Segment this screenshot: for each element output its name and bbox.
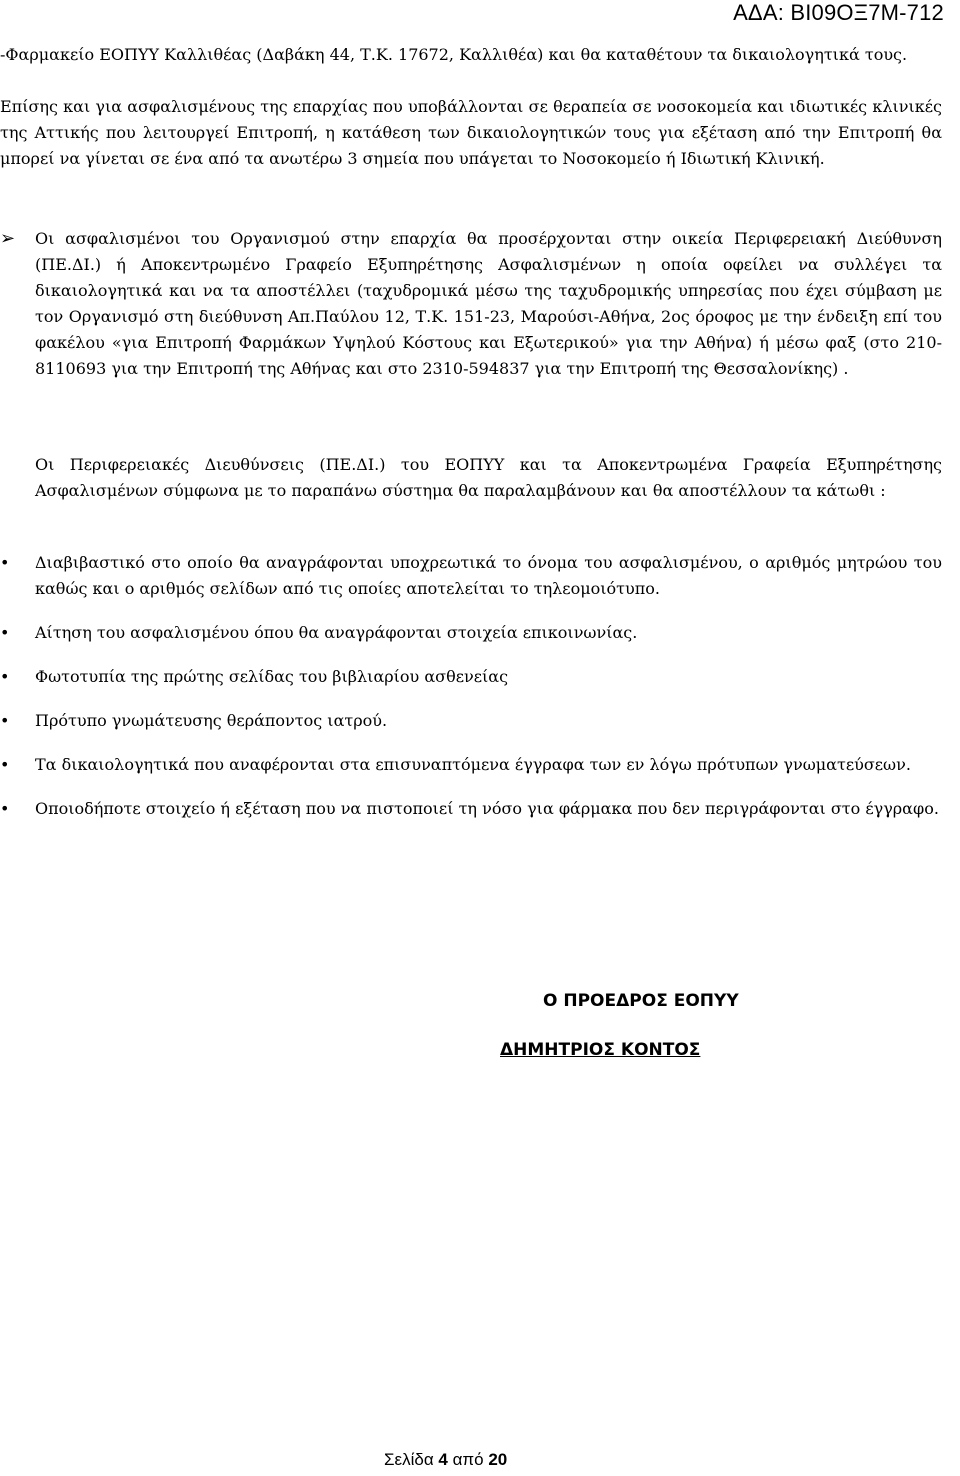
paragraph-pharmacy: -Φαρμακείο ΕΟΠΥΥ Καλλιθέας (Δαβάκη 44, Τ.Κ. 17672, Καλλιθέα) και θα καταθέτουν τα δικαιολογητικά τους. <box>0 45 908 64</box>
arrow-item-text: Οι ασφαλισμένοι του Οργανισμού στην επαρχία θα προσέρχονται στην οικεία Περιφερειακή Διεύθυνση (ΠΕ.ΔΙ.) ή Αποκεντρωμένο Γραφείο Εξυπηρέτησης Ασφαλισμένων η οποία οφείλει να συλλέγει τα δικαιολογητικά και να τα αποστέλλει (ταχυδρομικά μέσω της ταχυδρομικής υπηρεσίας που έχει σύμβαση με τον Οργανισμό στη διεύθυνση Απ.Παύλου 12, Τ.Κ. 151-23, Μαρούσι-Αθήνα, 2ος όροφος με την ένδειξη επί του φακέλου «για Επιτροπή Φαρμάκων Υψηλού Κόστους και Εξωτερικού» για την Αθήνα) ή μέσω φαξ (στο 210-8110693 για την Επιτροπή της Αθήνας και στο 2310-594837 για την Επιτροπή της Θεσσαλονίκης) . <box>35 229 942 378</box>
current-page-number: 4 <box>438 1450 448 1469</box>
documents-bullet-list <box>0 550 942 840</box>
list-item-text: Φωτοτυπία της πρώτης σελίδας του βιβλιαρίου ασθενείας <box>35 667 509 686</box>
list-item-text: Διαβιβαστικό στο οποίο θα αναγράφονται υποχρεωτικά το όνομα του ασφαλισμένου, ο αριθμός μητρώου του καθώς και ο αριθμός σελίδων από τις οποίες αποτελείται το τηλεομοιότυπο. <box>35 553 942 598</box>
paragraph-provincial-insured: Επίσης και για ασφαλισμένους της επαρχίας που υποβάλλονται σε θεραπεία σε νοσοκομεία και ιδιωτικές κλινικές της Αττικής που λειτουργεί Επιτροπή, η κατάθεση των δικαιολογητικών τους για εξέταση από την Επιτροπή θα μπορεί να γίνεται σε ένα από τα ανωτέρω 3 σημεία που υπάγεται το Νοσοκομείο ή Ιδιωτική Κλινική. <box>0 97 942 168</box>
list-item <box>0 708 942 734</box>
list-item-text: Αίτηση του ασφαλισμένου όπου θα αναγράφονται στοιχεία επικοινωνίας. <box>35 623 638 642</box>
page-word: Σελίδα <box>384 1450 434 1469</box>
total-pages-number: 20 <box>488 1450 508 1469</box>
arrow-bullet-icon: ➢ <box>0 228 16 249</box>
signature-title: Ο ΠΡΟΕΔΡΟΣ ΕΟΠΥΥ <box>543 991 739 1011</box>
list-item <box>0 796 942 822</box>
bullet-dot-icon: • <box>0 799 10 818</box>
list-item-text: Οποιοδήποτε στοιχείο ή εξέταση που να πιστοποιεί τη νόσο για φάρμακα που δεν περιγράφονται στο έγγραφο. <box>35 799 939 818</box>
bullet-dot-icon: • <box>0 667 10 686</box>
list-item <box>0 550 942 602</box>
ada-code: ΑΔΑ: ΒΙ09ΟΞ7Μ-712 <box>733 0 944 25</box>
page-number <box>384 1449 507 1471</box>
bullet-dot-icon: • <box>0 755 10 774</box>
of-word: από <box>452 1450 484 1469</box>
bullet-dot-icon: • <box>0 711 10 730</box>
list-item-text: Πρότυπο γνωμάτευσης θεράποντος ιατρού. <box>35 711 388 730</box>
bullet-dot-icon: • <box>0 553 10 572</box>
list-item <box>0 752 942 778</box>
paragraph-regional-directorates: Οι Περιφερειακές Διευθύνσεις (ΠΕ.ΔΙ.) του ΕΟΠΥΥ και τα Αποκεντρωμένα Γραφεία Εξυπηρέτησης Ασφαλισμένων σύμφωνα με το παραπάνω σύστημα θα παραλαμβάνουν και θα αποστέλλουν τα κάτωθι : <box>35 455 942 500</box>
list-item-text: Τα δικαιολογητικά που αναφέρονται στα επισυναπτόμενα έγγραφα των εν λόγω πρότυπων γνωματεύσεων. <box>35 755 911 774</box>
list-item <box>0 620 942 646</box>
signature-name: ΔΗΜΗΤΡΙΟΣ ΚΟΝΤΟΣ <box>500 1040 701 1060</box>
list-item <box>0 664 942 690</box>
bullet-dot-icon: • <box>0 623 10 642</box>
